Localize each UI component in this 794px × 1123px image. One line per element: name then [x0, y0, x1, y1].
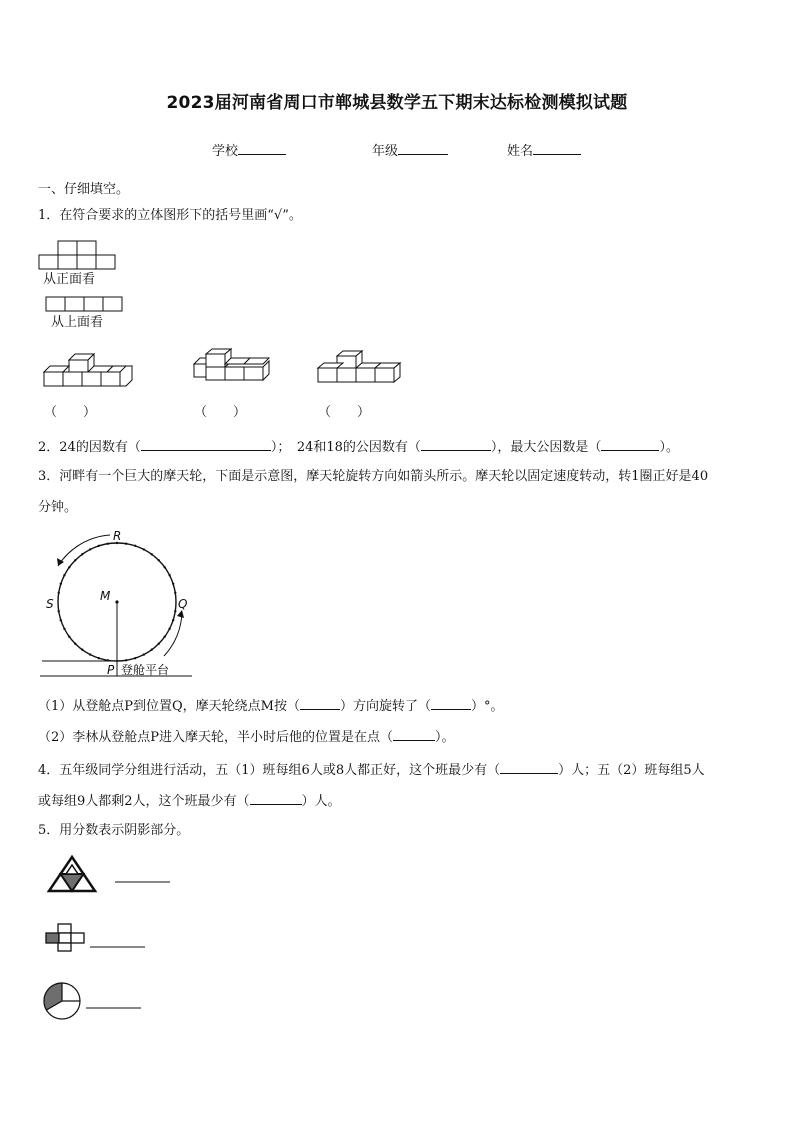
q4-part3: 或每组9人都剩2人，这个班最少有（ — [38, 794, 250, 809]
front-view-label: 从正面看 — [43, 272, 96, 287]
answer-bracket-a[interactable]: （ ） — [44, 405, 97, 420]
q2-blank-gcf[interactable] — [601, 438, 659, 451]
ferris-wheel-diagram — [36, 528, 196, 680]
q3-sub1-part1: （1）从登舱点P到位置Q，摩天轮绕点M按（ — [38, 699, 300, 714]
q3-sub1-part2: ）方向旋转了（ — [340, 699, 432, 714]
label-m: M — [100, 589, 111, 603]
q4-blank-class1[interactable] — [500, 761, 558, 774]
triangle-figure — [46, 855, 176, 895]
grade-blank[interactable] — [398, 142, 448, 155]
q2-part3: ），最大公因数是（ — [490, 440, 602, 455]
name-label: 姓名 — [507, 144, 534, 159]
solid-figure-c — [316, 350, 406, 384]
q3-blank-point[interactable] — [393, 728, 435, 741]
school-blank[interactable] — [238, 142, 286, 155]
answer-bracket-b[interactable]: （ ） — [194, 405, 247, 420]
front-view-diagram — [38, 238, 128, 288]
q2-blank-factors[interactable] — [141, 438, 271, 451]
question-3-line2: 分钟。 — [38, 500, 78, 515]
name-field — [507, 140, 581, 159]
q2-part1: 2．24的因数有（ — [38, 440, 141, 455]
label-s: S — [46, 597, 54, 611]
question-4-line1 — [38, 761, 705, 779]
section-heading: 一、仔细填空。 — [38, 182, 130, 197]
q3-sub1-part3: ）°。 — [471, 699, 504, 714]
school-label: 学校 — [212, 144, 239, 159]
q3-blank-direction[interactable] — [300, 697, 340, 710]
answer-bracket-c[interactable]: （ ） — [318, 405, 371, 420]
grade-label: 年级 — [372, 144, 399, 159]
q4-part1: 4．五年级同学分组进行活动，五（1）班每组6人或8人都正好，这个班最少有（ — [38, 763, 501, 778]
question-3-sub1 — [38, 697, 504, 715]
question-3-sub2 — [38, 728, 455, 746]
pie-figure — [42, 982, 146, 1022]
q3-blank-degrees[interactable] — [431, 697, 471, 710]
q2-part4: ）。 — [659, 440, 679, 455]
school-field — [212, 140, 286, 159]
grade-field — [372, 140, 448, 159]
name-blank[interactable] — [533, 142, 581, 155]
q4-part2: ）人；五（2）班每组5人 — [558, 763, 705, 778]
top-view-diagram — [45, 296, 135, 330]
page-title: 2023届河南省周口市郸城县数学五下期末达标检测模拟试题 — [166, 93, 628, 113]
q2-blank-common-factors[interactable] — [421, 438, 491, 451]
question-5: 5．用分数表示阴影部分。 — [38, 823, 190, 838]
arrow-head-bottom-icon — [177, 610, 184, 618]
q3-sub2-part2: ）。 — [435, 730, 455, 745]
question-1: 1．在符合要求的立体图形下的括号里画“√”。 — [38, 208, 302, 223]
question-3-line1: 3．河畔有一个巨大的摩天轮，下面是示意图，摩天轮旋转方向如箭头所示。摩天轮以固定速度转动，转1圈正好是40 — [38, 469, 709, 484]
label-r: R — [113, 529, 122, 543]
rotation-arrow-top — [58, 535, 110, 566]
top-view-label: 从上面看 — [51, 315, 104, 330]
question-4-line2 — [38, 792, 341, 810]
cross-figure — [44, 922, 150, 952]
solid-figure-b — [192, 348, 272, 382]
label-q: Q — [178, 597, 188, 611]
label-p: P — [107, 663, 115, 677]
solid-figure-a — [42, 352, 134, 388]
q4-blank-class2[interactable] — [250, 792, 302, 805]
question-2 — [38, 438, 679, 456]
q4-part4: ）人。 — [301, 794, 341, 809]
label-platform: 登舱平台 — [121, 663, 170, 677]
q2-part2: ）； 24和18的公因数有（ — [270, 440, 421, 455]
q3-sub2-part1: （2）李林从登舱点P进入摩天轮，半小时后他的位置是在点（ — [38, 730, 394, 745]
